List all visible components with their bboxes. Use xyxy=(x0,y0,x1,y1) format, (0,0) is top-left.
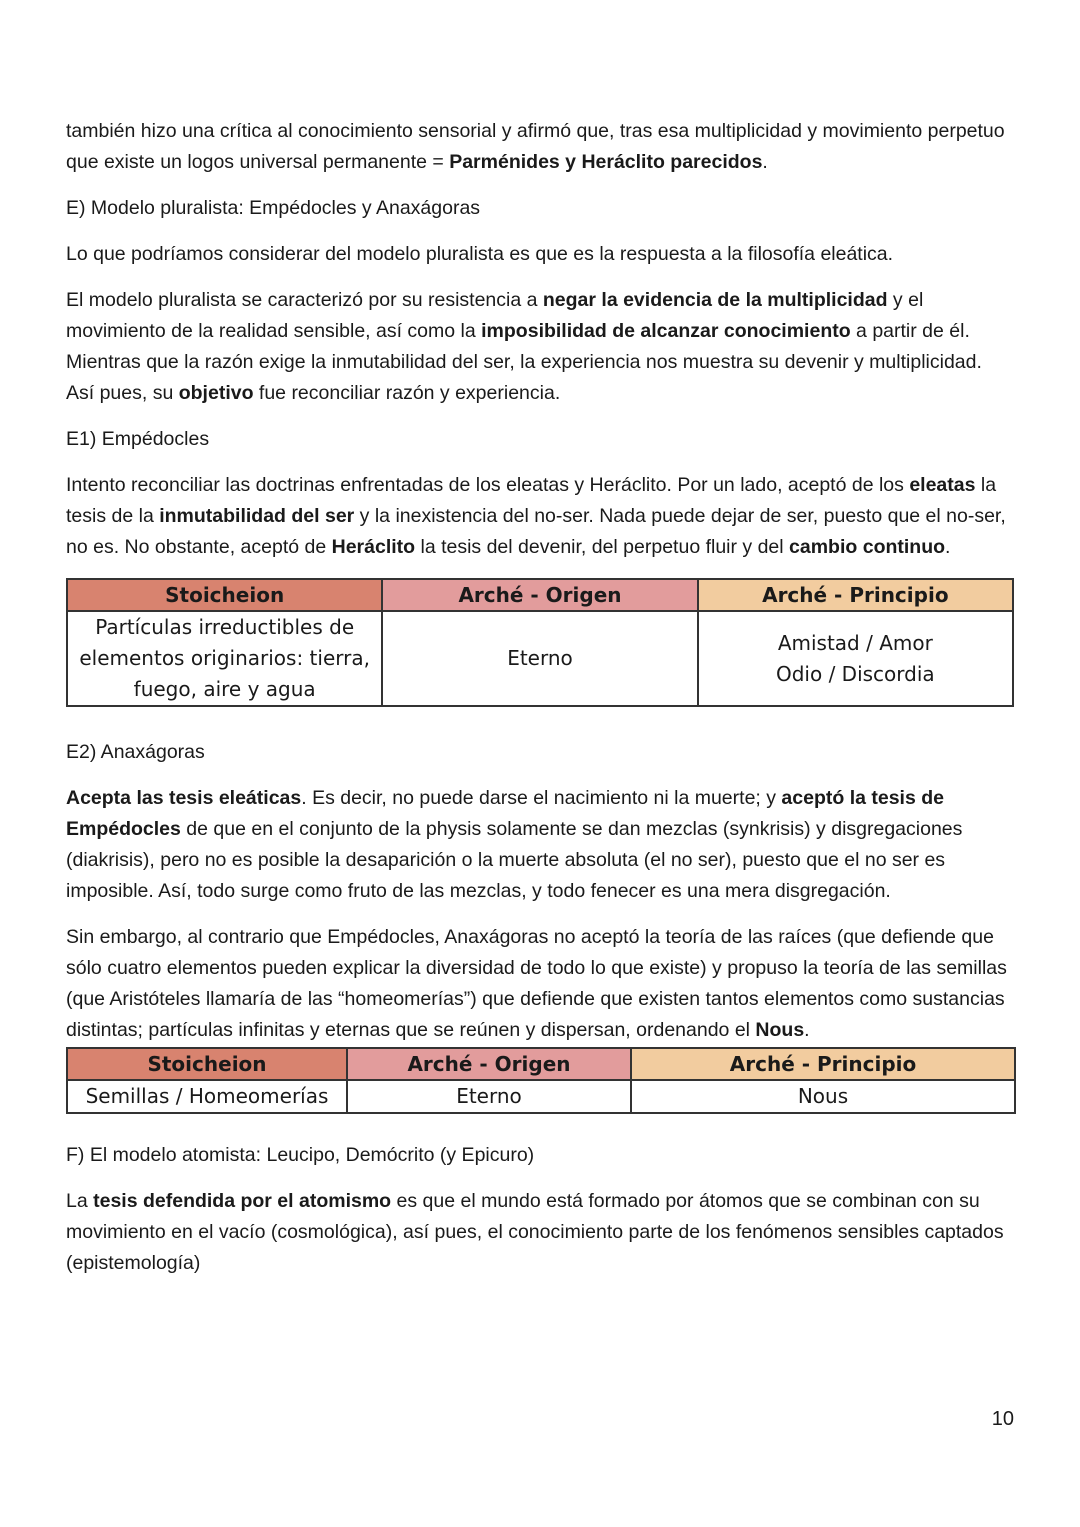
anaxagoras-table xyxy=(66,1047,1016,1114)
paragraph-anaxagoras: Acepta las tesis eleáticas. Es decir, no puede darse el nacimiento ni la muerte; y aceptó la tesis de Empédocles de que en el conjunto de la physis solamente se dan mezclas (synkrisis) y disgregaciones (diakrisis), pero no es posible la desaparición o la muerte absoluta (el no ser), puesto que el no ser es imposible. Así, todo surge como fruto de las mezclas, y todo fenecer es una mera disgregación. xyxy=(66,787,963,902)
header-arche-origen: Arché - Origen xyxy=(382,579,697,611)
document-page xyxy=(66,116,1014,1294)
cell-principio xyxy=(698,611,1013,706)
cell-origen: Eterno xyxy=(382,611,697,706)
cell-stoicheion: Partículas irreductibles de elementos originarios: tierra, fuego, aire y agua xyxy=(67,611,382,706)
table-header-row xyxy=(67,1048,1015,1080)
header-stoicheion: Stoicheion xyxy=(67,579,382,611)
section-heading-e1: E1) Empédocles xyxy=(66,428,210,450)
header-arche-origen: Arché - Origen xyxy=(347,1048,631,1080)
paragraph-pluralista: El modelo pluralista se caracterizó por su resistencia a negar la evidencia de la multiplicidad y el movimiento de la realidad sensible, así como la imposibilidad de alcanzar conocimiento a partir de él. Mientras que la razón exige la inmutabilidad del ser, la experiencia nos muestra su devenir y multiplicidad. Así pues, su objetivo fue reconciliar razón y experiencia. xyxy=(66,289,982,404)
paragraph-atomismo: La tesis defendida por el atomismo es que el mundo está formado por átomos que se combinan con su movimiento en el vacío (cosmológica), así pues, el conocimiento parte de los fenómenos sensibles captados (epistemología) xyxy=(66,1190,1004,1274)
empedocles-table xyxy=(66,578,1014,707)
cell-stoicheion: Semillas / Homeomerías xyxy=(67,1080,347,1113)
table-row xyxy=(67,611,1013,706)
header-arche-principio: Arché - Principio xyxy=(631,1048,1015,1080)
section-heading-f: F) El modelo atomista: Leucipo, Demócrito (y Epicuro) xyxy=(66,1144,535,1166)
principio-line-1: Amistad / Amor xyxy=(777,630,933,655)
paragraph-semillas: Sin embargo, al contrario que Empédocles, Anaxágoras no aceptó la teoría de las raíces (que defiende que sólo cuatro elementos pueden explicar la diversidad de todo lo que existe) y propuso la teoría de las semillas (que Aristóteles llamaría de las “homeomerías”) que defiende que existen tantos elementos como sustancias distintas; partículas infinitas y eternas que se reúnen y dispersan, ordenando el Nous. xyxy=(66,926,1007,1041)
table-row xyxy=(67,1080,1015,1113)
section-heading-e2: E2) Anaxágoras xyxy=(66,741,205,763)
paragraph-pluralista-intro: Lo que podríamos considerar del modelo pluralista es que es la respuesta a la filosofía eleática. xyxy=(66,243,894,265)
page-number: 10 xyxy=(991,1408,1014,1430)
paragraph-empedocles: Intento reconciliar las doctrinas enfrentadas de los eleatas y Heráclito. Por un lado, aceptó de los eleatas la tesis de la inmutabilidad del ser y la inexistencia del no-ser. Nada puede dejar de ser, puesto que el no-ser, no es. No obstante, aceptó de Heráclito la tesis del devenir, del perpetuo fluir y del cambio continuo. xyxy=(66,474,1006,558)
header-arche-principio: Arché - Principio xyxy=(698,579,1013,611)
table-header-row xyxy=(67,579,1013,611)
paragraph-logos: también hizo una crítica al conocimiento sensorial y afirmó que, tras esa multiplicidad y movimiento perpetuo que existe un logos universal permanente = Parménides y Heráclito parecidos. xyxy=(66,120,1005,173)
cell-origen: Eterno xyxy=(347,1080,631,1113)
principio-line-2: Odio / Discordia xyxy=(775,661,935,686)
cell-principio: Nous xyxy=(631,1080,1015,1113)
header-stoicheion: Stoicheion xyxy=(67,1048,347,1080)
section-heading-e: E) Modelo pluralista: Empédocles y Anaxágoras xyxy=(66,197,481,219)
